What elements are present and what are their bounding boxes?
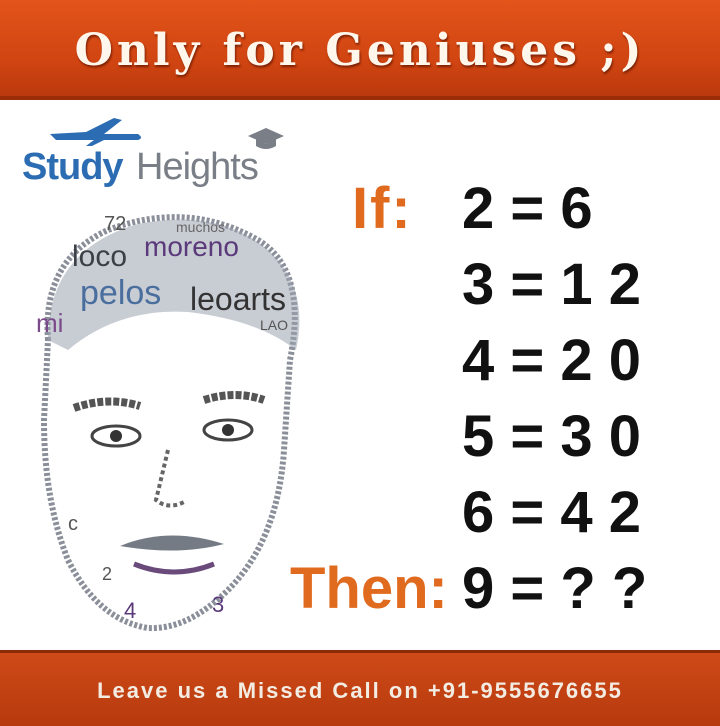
studyheights-logo xyxy=(20,112,300,192)
face-word: 2 xyxy=(102,564,113,584)
face-word: moreno xyxy=(144,231,239,262)
face-word: 4 xyxy=(124,598,137,623)
face-word: LAO xyxy=(260,317,289,333)
left-eyebrow xyxy=(74,401,140,408)
logo-heights-text: Heights xyxy=(136,146,258,188)
header-title: Only for Geniuses ;) xyxy=(74,24,646,76)
left-pupil xyxy=(110,430,122,442)
nose xyxy=(156,450,184,506)
face-word: muchos xyxy=(176,219,226,235)
typography-face-illustration xyxy=(28,200,328,650)
face-word: loco xyxy=(72,240,128,273)
missed-call-text: Leave us a Missed Call on +91-9555676655 xyxy=(97,678,623,703)
question-line: 9 = ? ? xyxy=(462,556,648,621)
equation-line: 4 = 2 0 xyxy=(462,328,641,393)
equation-line: 2 = 6 xyxy=(462,176,593,241)
logo-study-text: Study xyxy=(22,146,123,188)
mouth xyxy=(134,564,214,572)
airplane-icon xyxy=(46,112,146,148)
right-eyebrow xyxy=(204,395,264,400)
equation-line: 6 = 4 2 xyxy=(462,480,641,545)
equation-line: 3 = 1 2 xyxy=(462,252,641,317)
then-label: Then: xyxy=(290,556,448,621)
mustache xyxy=(120,535,224,550)
equation-line: 5 = 3 0 xyxy=(462,404,641,469)
face-word: pelos xyxy=(80,274,162,312)
face-word: mi xyxy=(36,308,64,338)
if-label: If: xyxy=(352,176,413,241)
face-word: c xyxy=(68,513,78,535)
face-word: leoarts xyxy=(190,281,287,317)
right-pupil xyxy=(222,424,234,436)
header-banner xyxy=(0,0,720,100)
face-word: 72 xyxy=(104,213,127,235)
face-word: 3 xyxy=(212,592,225,617)
footer-banner xyxy=(0,650,720,726)
